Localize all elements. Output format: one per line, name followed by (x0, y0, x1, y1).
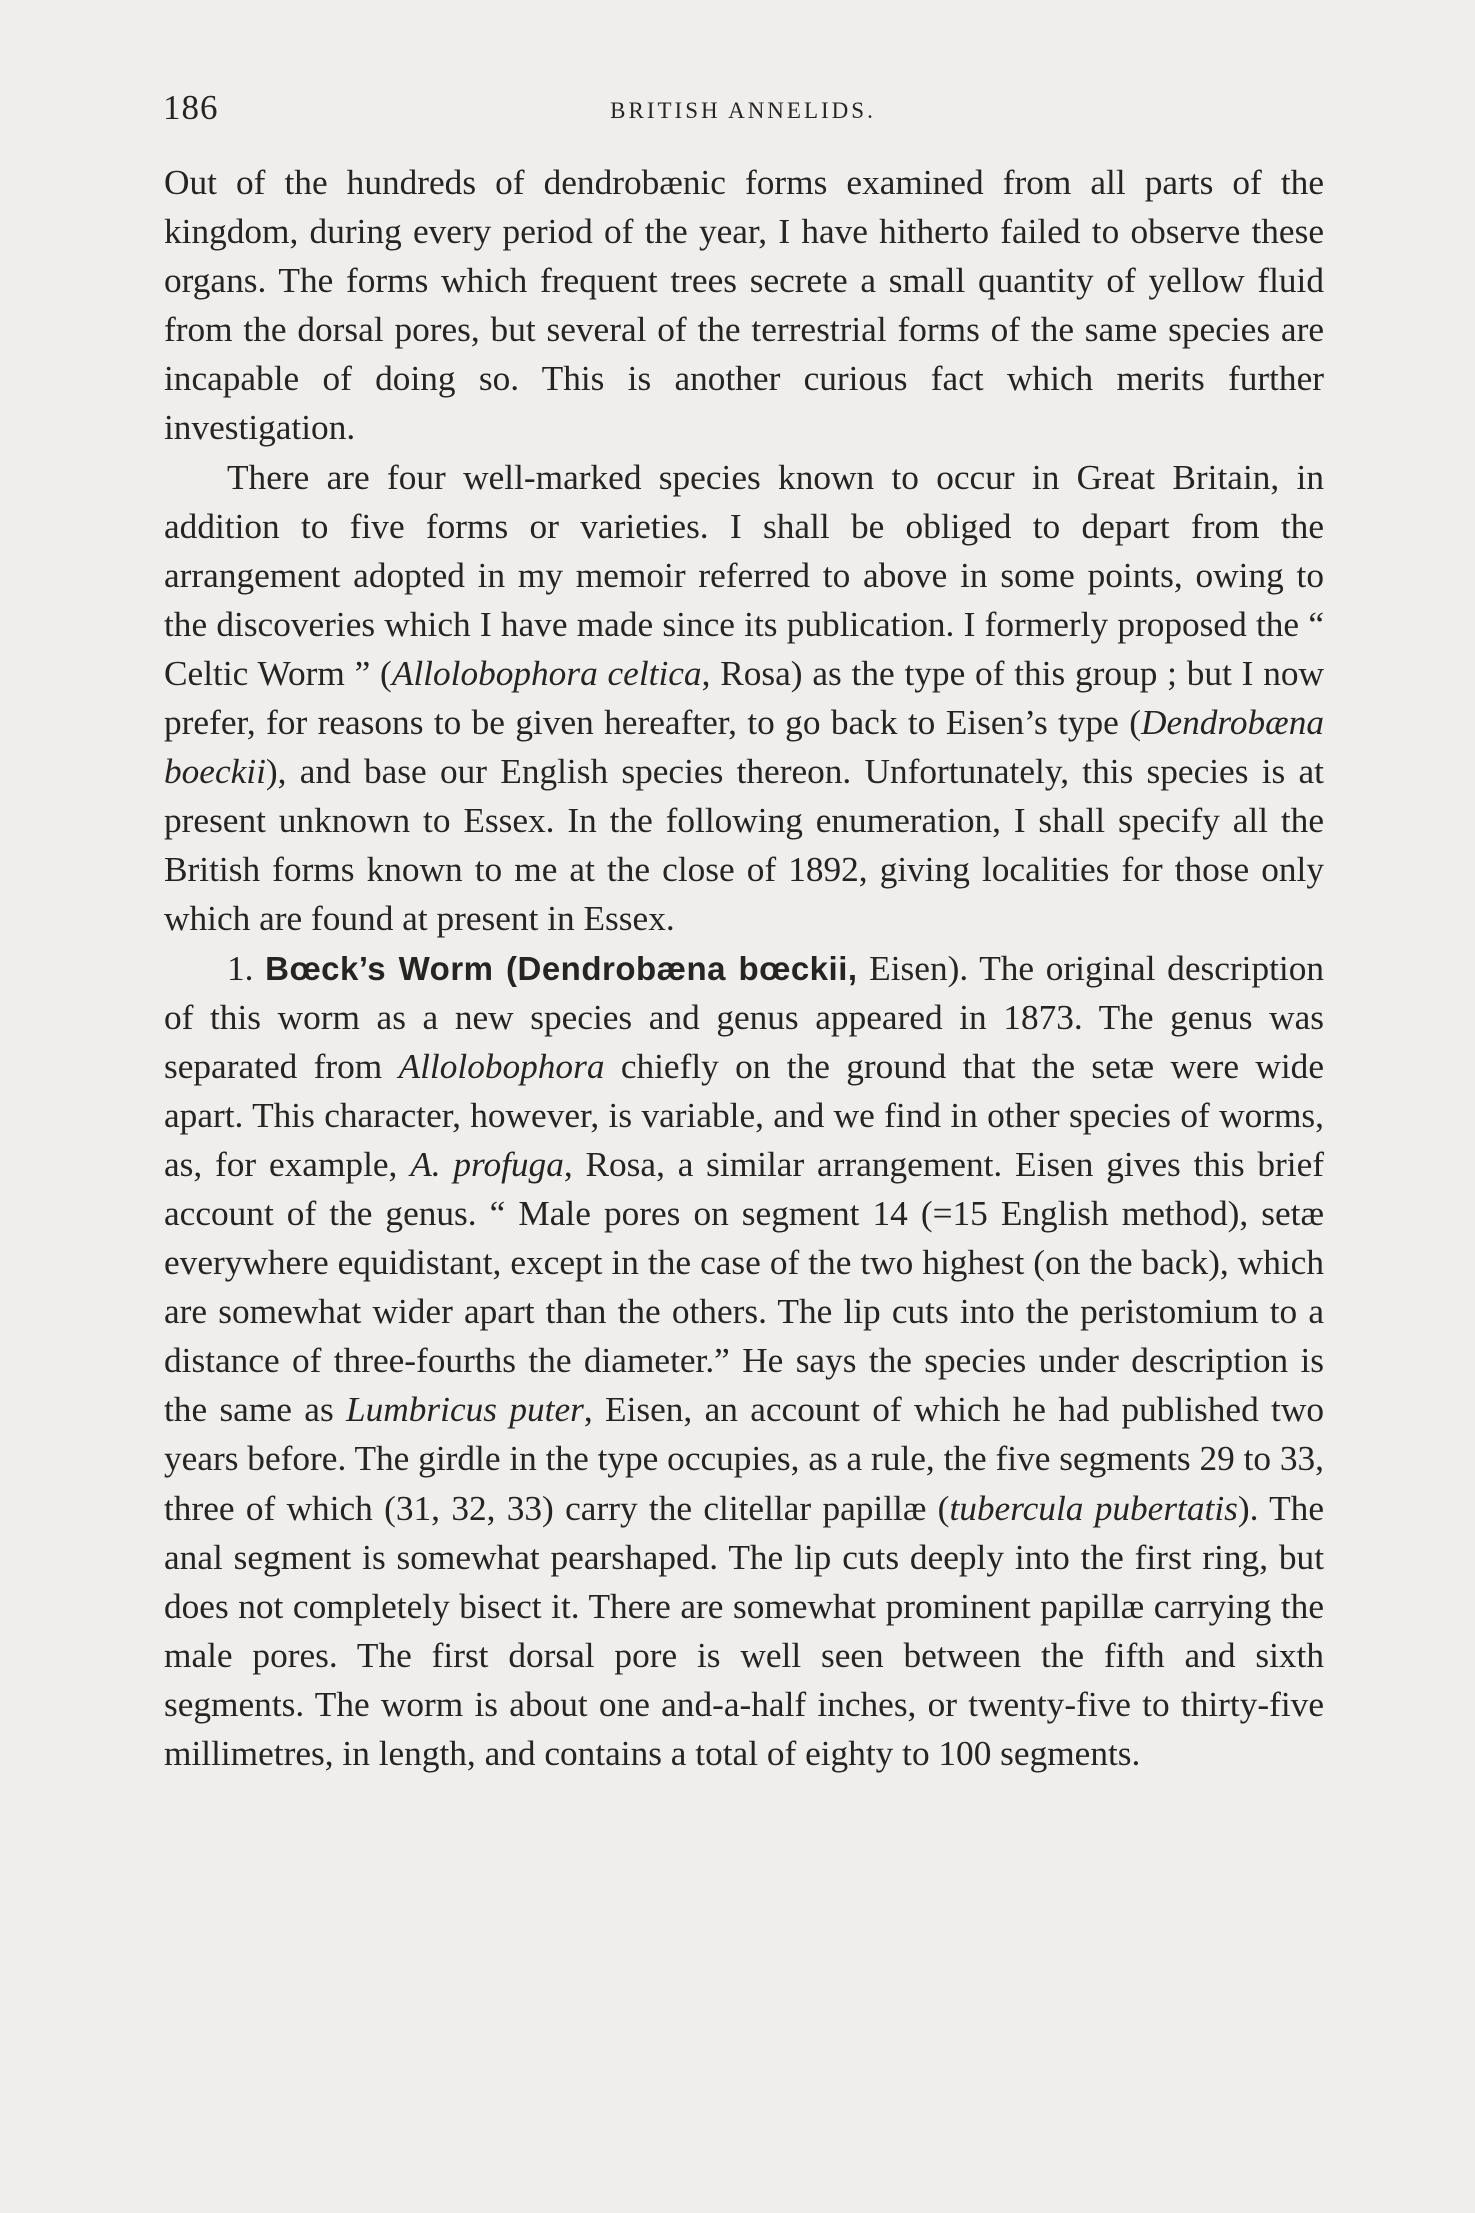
paragraph-text: , Eisen, an account of which he had published two years before. The girdle in the type occupies, as a rule, the five segments 29 to 33, three of which (31, 32, 33) carry the clitellar papillæ ( (164, 1390, 1325, 1528)
paragraph-text: , Rosa, a similar arrangement. Eisen gives this brief account of the genus. “ Male pores on segment 14 (=15 English method), setæ everywhere equidistant, except in the case of the two highest (on the back), which are somewhat wider apart than the others. The lip cuts into the peristomium to a distance of three-fourths the diameter.” He says the species under description is the same as (164, 1144, 1324, 1430)
paragraph-text: Eisen). The original description of this worm as a new species and genus appeared in 1873. The genus was separated from (164, 948, 1325, 1086)
paragraph-dendrobaenic-forms: Out of the hundreds of dendrobænic forms examined from all parts of the kingdom, during every period of the year, I have hitherto failed to observe these organs. The forms which frequent trees secrete a small quantity of yellow fluid from the dorsal pores, but several of the terrestrial forms of the same species are incapable of doing so. This is another curious fact which merits further investigation. (164, 163, 1324, 448)
paragraph-text: ), and base our English species thereon. Unfortunately, this species is at present unknown to Essex. In the following enumeration, I shall specify all the British forms known to me at the close of 1892, giving localities for those only which are found at present in Essex. (164, 752, 1324, 939)
section-number: 1. (227, 948, 266, 988)
body-text (164, 158, 1324, 1778)
paragraph-text: ). The anal segment is somewhat pearshaped. The lip cuts deeply into the first ring, but does not completely bisect it. There are somewhat prominent papillæ carrying the male pores. The first dorsal pore is well seen between the fifth and sixth segments. The worm is about one and-a-half inches, or twenty-five to thirty-five millimetres, in length, and contains a total of eighty to 100 segments. (164, 1488, 1325, 1773)
page-number: 186 (163, 88, 219, 127)
paragraph-text: chiefly on the ground that the setæ were wide apart. This character, however, is variable, and we find in other species of worms, as, for example, (164, 1046, 1324, 1184)
latin-term-italic: tubercula pubertatis (949, 1488, 1238, 1528)
paragraph-british-species (164, 453, 1324, 944)
species-name-italic: A. profuga (410, 1144, 564, 1184)
paragraph-boecks-worm (164, 944, 1324, 1779)
species-name-italic: Allolobophora celtica (391, 653, 702, 693)
species-name-italic: Lumbricus puter (346, 1390, 584, 1430)
paragraph-text: There are four well-marked species known to occur in Great Britain, in addition to five forms or varieties. I shall be obliged to depart from the arrangement adopted in my memoir referred to above in some points, owing to the discoveries which I have made since its publication. I formerly proposed the “ Celtic Worm ” ( (164, 457, 1324, 693)
species-name-italic: Dendrobæna boeckii (164, 703, 1324, 792)
paragraph-text: , Rosa) as the type of this group ; but I now prefer, for reasons to be given hereafter, to go back to Eisen’s type ( (164, 653, 1325, 743)
section-heading: Bœck’s Worm (Dendrobæna bœckii, (265, 949, 858, 987)
running-head (163, 88, 1323, 138)
genus-name-italic: Allolobophora (398, 1046, 605, 1086)
running-title: BRITISH ANNELIDS. (610, 98, 876, 123)
